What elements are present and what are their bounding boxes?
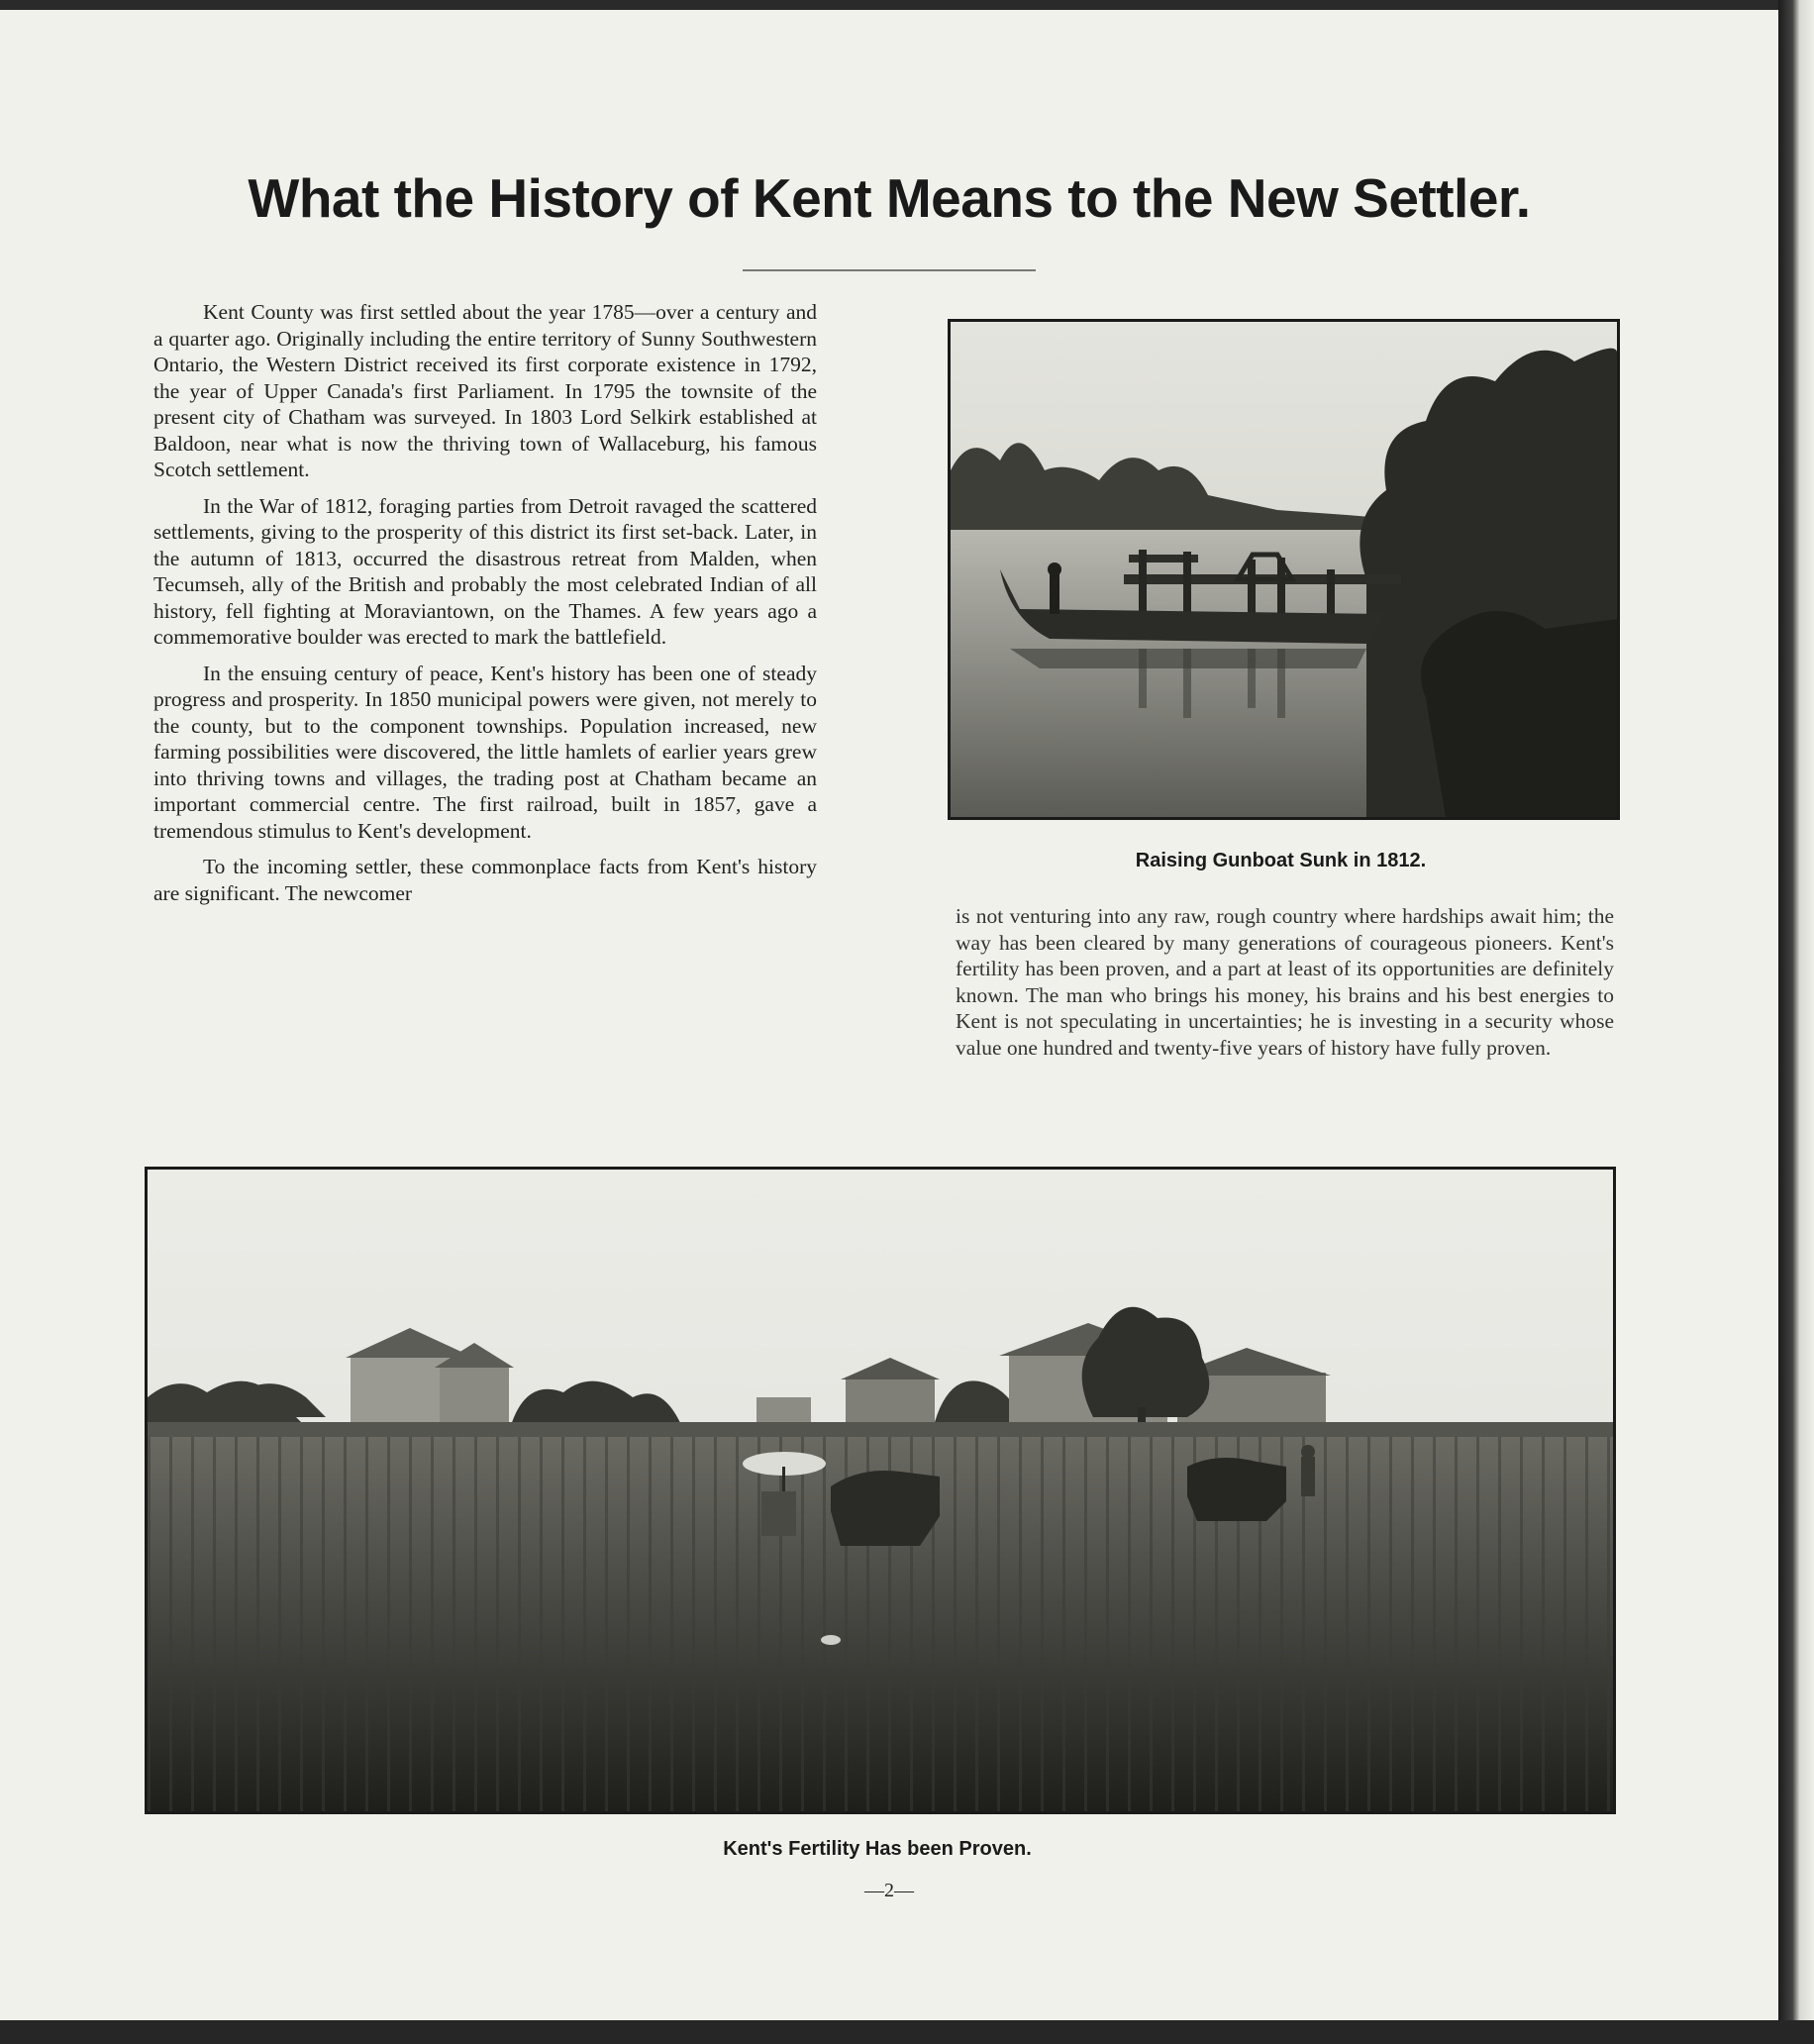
- page-number: —2—: [864, 1880, 914, 1901]
- farm-field-illustration: [148, 1170, 1613, 1811]
- page-gutter: [1778, 0, 1814, 2044]
- left-text-column: [153, 299, 817, 916]
- gunboat-photo: [948, 319, 1620, 820]
- paragraph: To the incoming settler, these commonplace facts from Kent's history are significant. The newcomer: [153, 855, 817, 905]
- right-text-column: [956, 903, 1614, 1071]
- paragraph: In the War of 1812, foraging parties from Detroit ravaged the scattered settlements, giving to the prosperity of this district its first set-back. Later, in the autumn of 1813, occurred the disastrous retreat from Malden, when Tecumseh, ally of the British and probably the most celebrated Indian of all history, fell fighting at Moraviantown, on the Thames. A few years ago a commemorative boulder was erected to mark the battlefield.: [153, 493, 817, 649]
- paragraph: is not venturing into any raw, rough country where hardships await him; the way has been cleared by many generations of courageous pioneers. Kent's fertility has been proven, and a part at least of its opportunities are definitely known. The man who brings his money, his brains and his best energies to Kent is not speculating in uncertainties; he is investing in a security whose value one hundred and twenty-five years of history have fully proven.: [956, 904, 1614, 1060]
- paragraph: Kent County was first settled about the year 1785—over a century and a quarter ago. Originally including the entire territory of Sunny Southwestern Ontario, the Western District received its first corporate existence in 1792, the year of Upper Canada's first Parliament. In 1795 the townsite of the present city of Chatham was surveyed. In 1803 Lord Selkirk established at Baldoon, near what is now the thriving town of Wallaceburg, his famous Scotch settlement.: [153, 300, 817, 481]
- gunboat-photo-caption: Raising Gunboat Sunk in 1812.: [1135, 850, 1427, 871]
- gunboat-photo-illustration: [951, 322, 1617, 817]
- paragraph: In the ensuing century of peace, Kent's history has been one of steady progress and prosperity. In 1850 municipal powers were given, not merely to the county, but to the component townships. Population increased, new farming possibilities were discovered, the little hamlets of earlier years grew into thriving towns and villages, the trading post at Chatham became an important commercial centre. The first railroad, built in 1857, gave a tremendous stimulus to Kent's development.: [153, 661, 817, 843]
- scan-bottom-edge: [0, 2020, 1814, 2044]
- farm-photo-caption: Kent's Fertility Has been Proven.: [723, 1838, 1032, 1860]
- farm-field-photo: [145, 1167, 1616, 1814]
- title-divider: [743, 269, 1036, 271]
- page-title: What the History of Kent Means to the New Settler.: [248, 167, 1531, 229]
